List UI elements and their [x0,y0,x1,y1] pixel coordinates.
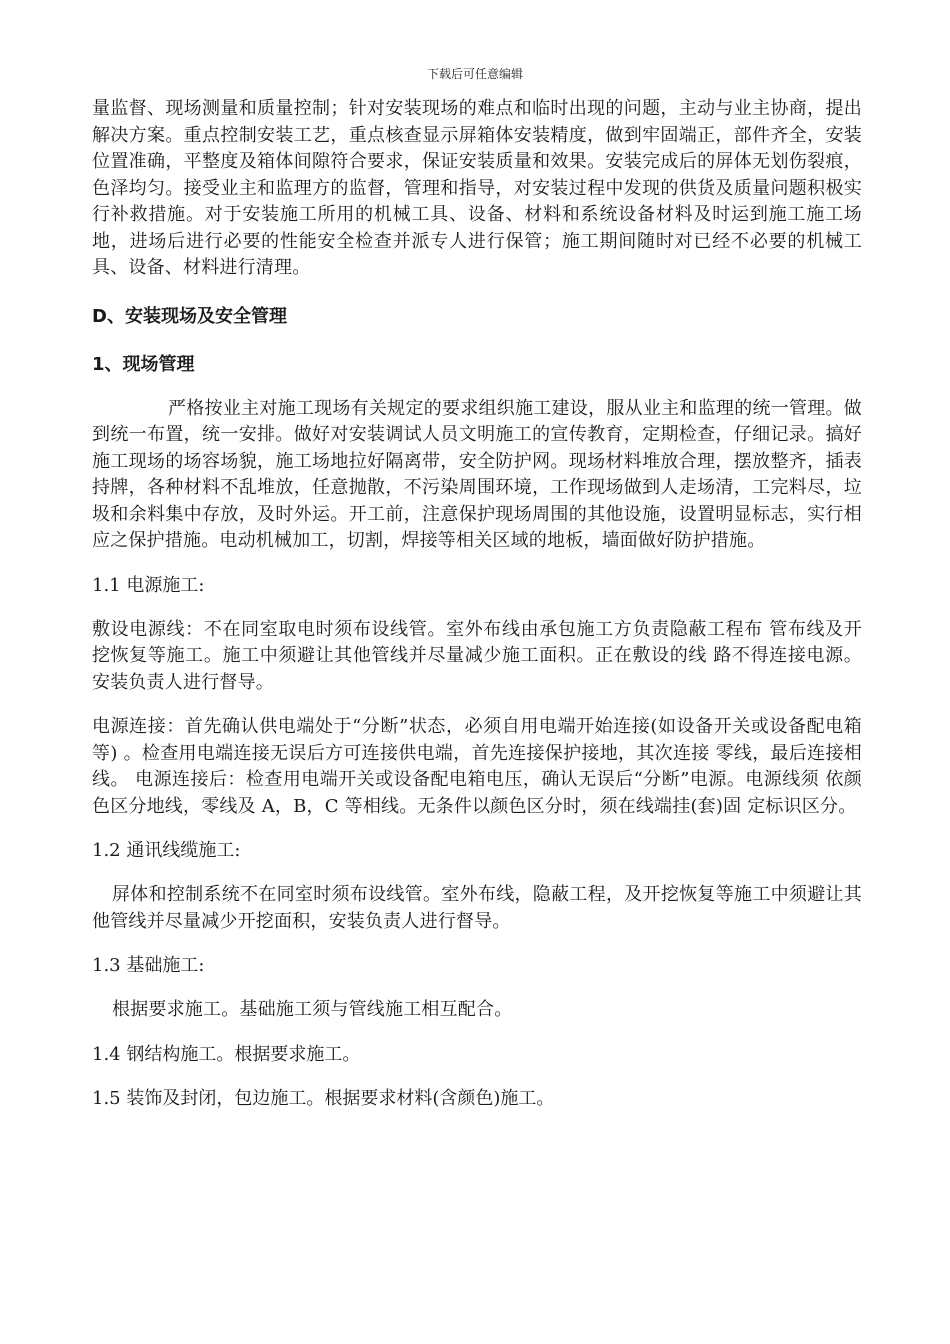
paragraph-power-cable-laying: 敷设电源线：不在同室取电时须布设线管。室外布线由承包施工方负责隐蔽工程布 管布线及开挖恢复等施工。施工中须避让其他管线并尽量减少施工面积。正在敷设的线 路不得连接电源。安装负责人进行督导。 [92,618,862,693]
paragraph-quality-control: 量监督、现场测量和质量控制；针对安装现场的难点和临时出现的问题，主动与业主协商，提出解决方案。重点控制安装工艺，重点核查显示屏箱体安装精度，做到牢固端正，部件齐全，安装位置准确，平整度及箱体间隙符合要求，保证安装质量和效果。安装完成后的屏体无划伤裂痕，色泽均匀。接受业主和监理方的监督，管理和指导，对安装过程中发现的供货及质量问题积极实行补救措施。对于安装施工所用的机械工具、设备、材料和系统设备材料及时运到施工施工场地，进场后进行必要的性能安全检查并派专人进行保管；施工期间随时对已经不必要的机械工具、设备、材料进行清理。 [92,98,862,278]
item-heading-power-construction: 1.1 电源施工: [92,574,205,596]
section-heading-site-safety: D、安装现场及安全管理 [92,305,287,327]
item-heading-foundation: 1.3 基础施工: [92,955,205,976]
paragraph-foundation: 根据要求施工。基础施工须与管线施工相互配合。 [112,999,513,1020]
item-heading-communication-cable: 1.2 通讯线缆施工: [92,840,241,861]
subsection-heading-site-management: 1、现场管理 [92,353,195,375]
paragraph-power-connection: 电源连接：首先确认供电端处于“分断”状态，必须自用电端开始连接(如设备开关或设备配电箱等) 。检查用电端连接无误后方可连接供电端，首先连接保护接地，其次连接 零线，最后连接相线。 电源连接后：检查用电端开关或设备配电箱电压，确认无误后“分断”电源。电源线须 依颜色区分地线，零线及 A，B，C 等相线。无条件以颜色区分时，须在线端挂(套)固 定标识区分。 [92,716,862,817]
item-decoration-enclosure: 1.5 装饰及封闭，包边施工。根据要求材料(含颜色)施工。 [92,1087,555,1109]
paragraph-site-management: 严格按业主对施工现场有关规定的要求组织施工建设，服从业主和监理的统一管理。做到统一布置，统一安排。做好对安装调试人员文明施工的宣传教育，定期检查，仔细记录。搞好施工现场的场容场貌，施工场地拉好隔离带，安全防护网。现场材料堆放合理，摆放整齐，插表持牌，各种材料不乱堆放，任意抛散，不污染周围环境，工作现场做到人走场清，工完料尽，垃圾和余料集中存放，及时外运。开工前，注意保护现场周围的其他设施，设置明显标志，实行相应之保护措施。电动机械加工，切割，焊接等相关区域的地板，墙面做好防护措施。 [92,397,862,551]
document-body [92,96,862,1130]
page-header: 下载后可任意编辑 [426,67,523,81]
item-steel-structure: 1.4 钢结构施工。根据要求施工。 [92,1043,361,1065]
paragraph-communication-cable: 屏体和控制系统不在同室时须布设线管。室外布线，隐蔽工程，及开挖恢复等施工中须避让其他管线并尽量减少开挖面积，安装负责人进行督导。 [92,884,862,932]
